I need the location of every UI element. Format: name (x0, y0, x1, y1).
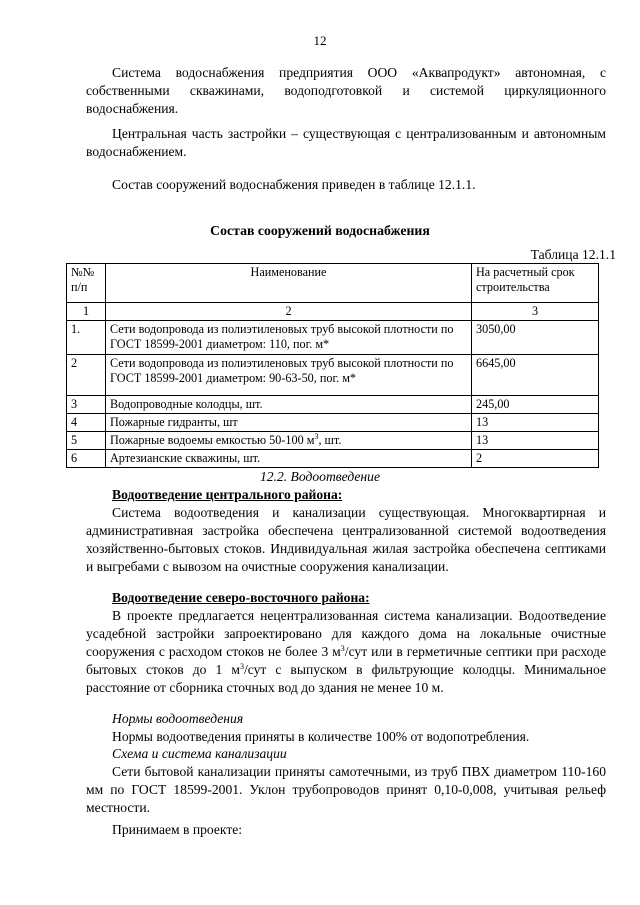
northeast-district-heading: Водоотведение северо-восточного района: (112, 590, 370, 605)
header-num: №№ п/п (67, 264, 106, 303)
table-column-numbers-row (67, 303, 599, 321)
scheme-heading: Схема и система канализации (112, 746, 287, 761)
row-name: Водопроводные колодцы, шт. (106, 396, 472, 414)
superscript-cubic-2: 3 (239, 662, 244, 671)
table-row (67, 432, 599, 450)
northeast-district-text (86, 607, 606, 697)
column-number-3: 3 (472, 303, 599, 321)
row-value: 13 (472, 414, 599, 432)
row-name: Пожарные гидранты, шт (106, 414, 472, 432)
row-value: 3050,00 (472, 321, 599, 355)
row-num: 3 (67, 396, 106, 414)
row-num: 5 (67, 432, 106, 450)
header-name: Наименование (106, 264, 472, 303)
header-value: На расчетный срок строительства (472, 264, 599, 303)
row-name-superscript: 3 (314, 432, 319, 441)
northeast-text-part-2: /сут или в герметичные септики при расходе бытовых стоков до 1 м (86, 644, 606, 677)
table-header-row (67, 264, 599, 303)
intro-paragraph-1: Система водоснабжения предприятия ООО «Аквапродукт» автономная, с собственными скважинами, водоподготовкой и системой циркуляционного водоснабжения. (86, 65, 606, 116)
norms-text: Нормы водоотведения приняты в количестве 100% от водопотребления. (112, 729, 530, 744)
northeast-text-part-1: В проекте предлагается нецентрализованная система канализации. Водоотведение усадебной застройки запроектировано для каждого дома на локальные очистные сооружения с расходом стоков не более 3 м (86, 608, 606, 659)
table-row (67, 396, 599, 414)
row-name-suffix: , шт. (318, 433, 342, 447)
row-name (106, 432, 472, 450)
superscript-cubic-1: 3 (340, 644, 345, 653)
central-district-heading: Водоотведение центрального района: (112, 487, 343, 502)
row-name: Артезианские скважины, шт. (106, 450, 472, 468)
row-value: 245,00 (472, 396, 599, 414)
column-number-2: 2 (106, 303, 472, 321)
row-value: 2 (472, 450, 599, 468)
norms-heading: Нормы водоотведения (112, 711, 244, 726)
table-title: Состав сооружений водоснабжения (210, 223, 430, 238)
row-value: 6645,00 (472, 355, 599, 396)
row-num: 6 (67, 450, 106, 468)
central-district-text: Система водоотведения и канализации существующая. Многоквартирная и административная застройка обеспечена централизованной системой водоотведения хозяйственно-бытовых стоков. Индивидуальная жилая застройка обеспечена септиками и выгребами с вывозом на очистные сооружения канализации. (86, 505, 606, 574)
scheme-text: Сети бытовой канализации приняты самотечными, из труб ПВХ диаметром 110-160 мм по ГОСТ 18599-2001. Уклон трубопроводов принят 0,10-0,008, учитывая рельеф местности. (86, 764, 606, 815)
table-label: Таблица 12.1.1 (530, 247, 616, 262)
table-row (67, 450, 599, 468)
table-row (67, 321, 599, 355)
row-name-text: Пожарные водоемы емкостью 50-100 м (110, 433, 315, 447)
row-name: Сети водопровода из полиэтиленовых труб высокой плотности по ГОСТ 18599-2001 диаметром: 110, пог. м* (106, 321, 472, 355)
page-number: 12 (313, 33, 327, 48)
row-num: 4 (67, 414, 106, 432)
facilities-table (66, 263, 599, 468)
table-row (67, 414, 599, 432)
row-name: Сети водопровода из полиэтиленовых труб высокой плотности по ГОСТ 18599-2001 диаметром: 90-63-50, пог. м* (106, 355, 472, 396)
intro-paragraph-2: Центральная часть застройки – существующая с централизованным и автономным водоснабжением. (86, 126, 606, 159)
table-row (67, 355, 599, 396)
northeast-text-part-3: /сут с выпуском в фильтрующие колодцы. Минимальное расстояние от сборника сточных вод до здания не менее 10 м. (86, 662, 606, 695)
column-number-1: 1 (67, 303, 106, 321)
section-title: 12.2. Водоотведение (259, 469, 381, 484)
row-num: 1. (67, 321, 106, 355)
accept-text: Принимаем в проекте: (112, 822, 243, 837)
row-num: 2 (67, 355, 106, 396)
intro-paragraph-3: Состав сооружений водоснабжения приведен в таблице 12.1.1. (112, 177, 476, 192)
row-value: 13 (472, 432, 599, 450)
